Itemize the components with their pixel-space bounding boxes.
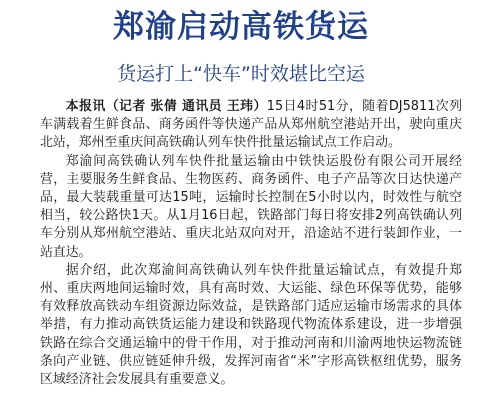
article-subheadline: 货运打上“快车”时效堪比空运 — [117, 63, 365, 85]
article-paragraph-text: 15日4时51分，随着DJ5811次列车满载着生鲜食品、商务函件等快递产品从郑州航空港站开出，驶向重庆北站，郑州至重庆间高铁确认列车快件批量运输试点工作启动。 — [40, 99, 463, 151]
article-paragraph — [40, 98, 462, 153]
article-headline: 郑渝启动高铁货运 — [113, 9, 369, 45]
article-paragraph: 郑渝间高铁确认列车快件批量运输由中铁快运股份有限公司开展经营，主要服务生鲜食品、生物医药、商务函件、电子产品等次日达快递产品，最大装载重量可达15吨，运输时长控制在5小时以内，时效性与航空相当，较公路快1天。从1月16日起，铁路部门每日将安排2列高铁确认列车分别从郑州航空港站、重庆北站双向对开，沿途站不进行装卸作业，一站直达。 — [40, 153, 462, 260]
article-dateline: 本报讯（记者 张倩 通讯员 王玮） — [65, 99, 267, 114]
article-paragraph: 据介绍，此次郑渝间高铁确认列车快件批量运输试点，有效提升郑州、重庆两地间运输时效，具有高时效、大运能、绿色环保等优势，能够有效释放高铁动车组资源边际效益，是铁路部门适应运输市场需求的具体举措，有力推动高铁货运能力建设和铁路现代物流体系建设，进一步增强铁路在综合交通运输中的骨干作用，对于推动河南和川渝两地快运物流链条向产业链、供应链延伸升级，发挥河南省“米”字形高铁枢纽优势，服务区域经济社会发展具有重要意义。 — [40, 262, 462, 388]
article-body — [40, 98, 462, 389]
